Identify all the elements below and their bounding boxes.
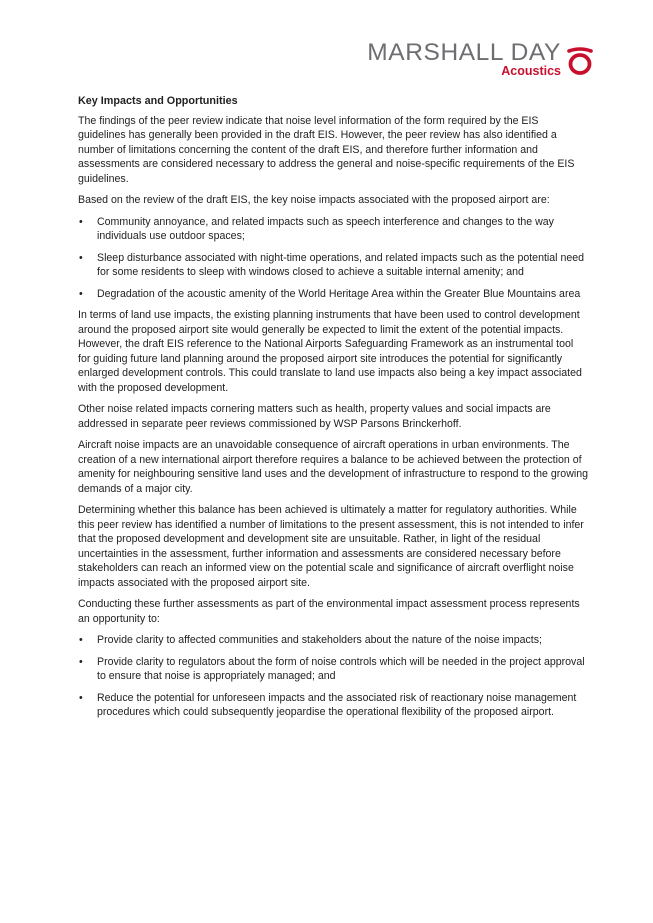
list-item — [78, 251, 588, 280]
list-item-text: Community annoyance, and related impacts such as speech interference and changes to the way individuals use outdoor spaces; — [97, 215, 554, 242]
logo-text — [367, 40, 561, 78]
paragraph-opportunity-intro: Conducting these further assessments as part of the environmental impact assessment process represents an opportunity to: — [78, 598, 580, 625]
document-body — [78, 94, 588, 727]
paragraph-land-use: In terms of land use impacts, the existing planning instruments that have been used to control development around the proposed airport site would generally be expected to limit the extent of the potential impacts. However, the draft EIS reference to the National Airports Safeguarding Framework as an instrumental tool for guiding future land planning around the proposed airport site introduces the potential for significantly enlarged development controls. This could translate to land use impacts also being a key impact associated with the proposed development. — [78, 309, 582, 394]
key-impacts-list — [78, 215, 588, 302]
logo-wordmark: MARSHALL DAY — [367, 39, 561, 66]
bullet-icon: • — [79, 655, 83, 668]
list-item-text: Provide clarity to regulators about the form of noise controls which will be needed in the project approval to ensure that noise is appropriately managed; and — [97, 655, 585, 682]
bullet-icon: • — [79, 251, 83, 264]
list-item-text: Degradation of the acoustic amenity of the World Heritage Area within the Greater Blue Mountains area — [97, 287, 581, 300]
list-item — [78, 691, 588, 720]
bullet-icon: • — [79, 634, 83, 646]
section-heading: Key Impacts and Opportunities — [78, 95, 238, 107]
list-item-text: Sleep disturbance associated with night-time operations, and related impacts such as the potential need for some residents to sleep with windows closed to achieve a suitable internal amenity; and — [97, 251, 585, 278]
paragraph-key-impacts-intro: Based on the review of the draft EIS, the key noise impacts associated with the proposed airport are: — [78, 194, 550, 206]
bullet-icon: • — [79, 215, 83, 228]
bullet-icon: • — [79, 287, 83, 300]
list-item — [78, 287, 588, 302]
paragraph-aircraft-noise: Aircraft noise impacts are an unavoidable consequence of aircraft operations in urban environments. The creation of a new international airport therefore requires a balance to be achieved between the protection of amenity for neighbouring sensitive land uses and the development of infrastructure to respond to the growing demands of a major city. — [78, 439, 588, 495]
opportunities-list — [78, 633, 588, 720]
paragraph-findings: The findings of the peer review indicate that noise level information of the form required by the EIS guidelines has generally been provided in the draft EIS. However, the peer review has also identified a number of limitations concerning the content of the draft EIS, and therefore further information and assessments are considered necessary to address the general and noise-specific requirements of the EIS guidelines. — [78, 114, 575, 185]
paragraph-other-impacts: Other noise related impacts cornering matters such as health, property values and social impacts are addressed in separate peer reviews commissioned by WSP Parsons Brinckerhoff. — [78, 403, 551, 430]
list-item — [78, 633, 588, 648]
logo-subtitle: Acoustics — [501, 64, 561, 78]
marshall-day-logo-mark-icon — [565, 46, 595, 76]
paragraph-balance: Determining whether this balance has been achieved is ultimately a matter for regulatory authorities. While this peer review has identified a number of limitations to the present assessment, this is not intended to infer that the proposed development and development site are unsuitable. Rather, in light of the residual uncertainties in the assessment, further information and assessments are considered necessary before stakeholders can reach an informed view on the potential scale and significance of aircraft overflight noise impacts associated with the proposed airport site. — [78, 504, 584, 589]
list-item-text: Provide clarity to affected communities and stakeholders about the nature of the noise impacts; — [97, 634, 542, 646]
list-item — [78, 215, 588, 244]
list-item — [78, 655, 588, 684]
list-item-text: Reduce the potential for unforeseen impacts and the associated risk of reactionary noise management procedures which could subsequently jeopardise the operational flexibility of the proposed airport. — [97, 691, 577, 718]
bullet-icon: • — [79, 691, 83, 704]
